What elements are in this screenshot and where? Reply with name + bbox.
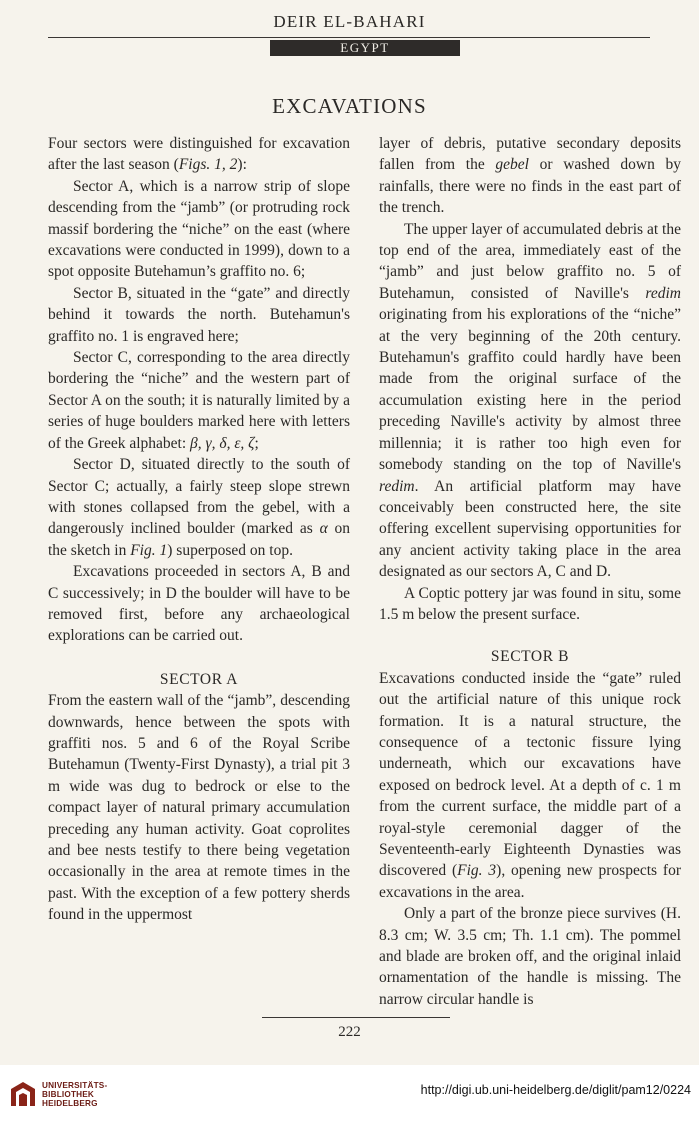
paragraph: A Coptic pottery jar was found in situ, some 1.5 m below the present surface. (379, 584, 681, 623)
subhead-sector-a: SECTOR A (159, 670, 239, 688)
paragraph: Sector D, situated directly to the south of Sector C; actually, a fairly steep slope strewn with stones collapsed from the gebel, with a dangerously inclined boulder (marked as α on the sketch in Fig. 1) superposed on top. (48, 456, 351, 559)
paragraph: The upper layer of accumulated debris at the top end of the area, immediately east of the “jamb” and just below graffito no. 5 of Butehamun, consisted of Naville's redim originating from his explorations of the “niche” at the very beginning of the 20th century. Butehamun's graffito could hardly have been made from the original surface of the accumulation existing here in the period preceding Naville's activity by almost three millennia; it is rather too high even for somebody standing on the top of Naville's redim. An artificial platform may have conceivably been constructed here, the site offering excellent supervising opportunities for any ancient activity taking place in the area designated as our sectors A, C and D. (379, 220, 681, 581)
paragraph: Sector A, which is a narrow strip of slope descending from the “jamb” (or protruding rock massif bordering the “niche” on the east (where excavations were conducted in 1999), down to a spot opposite Butehamun’s graffito no. 6; (48, 177, 350, 281)
library-name: UNIVERSITÄTS- BIBLIOTHEK HEIDELBERG (42, 1081, 108, 1108)
paragraph: Sector B, situated in the “gate” and directly behind it towards the north. Butehamun's graffito no. 1 is engraved here; (48, 284, 351, 345)
paragraph: Sector C, corresponding to the area directly bordering the “niche” and the western part of Sector A on the south; it is naturally limited by a series of huge boulders marked here with letters of the Greek alphabet: β, γ, δ, ε, ζ; (48, 349, 350, 452)
footer-rule (262, 1017, 450, 1018)
paragraph: Only a part of the bronze piece survives (H. 8.3 cm; W. 3.5 cm; Th. 1.1 cm). The pommel and blade are broken off, and the original inlaid ornamentation of the handle is missing. The narrow circular handle is (379, 905, 681, 1008)
section-title: EXCAVATIONS (272, 94, 427, 118)
page-number: 222 (338, 1024, 361, 1040)
running-head: DEIR EL-BAHARI (273, 12, 426, 31)
paragraph: layer of debris, putative secondary deposits fallen from the gebel or washed down by rainfalls, there were no finds in the east part of the trench. (379, 135, 681, 217)
paragraph: Four sectors were distinguished for excavation after the last season (Figs. 1, 2): (48, 135, 350, 174)
header-rule (48, 37, 650, 38)
left-column (48, 133, 350, 926)
paragraph: From the eastern wall of the “jamb”, descending downwards, hence between the spots with graffiti nos. 5 and 6 of the Royal Scribe Butehamun (Twenty-First Dynasty), a trial pit 3 m wide was dug to bedrock or else to the compact layer of natural primary accumulation preceding any human activity. Goat coprolites and bee nests testify to there being vegetation occasionally in the area at remote times in the past. With the exception of a few pottery sherds found in the uppermost (48, 692, 350, 924)
digitization-footer (0, 1065, 699, 1121)
right-column (379, 133, 681, 1010)
subhead-sector-b: SECTOR B (490, 648, 570, 666)
paragraph: Excavations conducted inside the “gate” ruled out the artificial nature of this unique rock formation. It is a natural structure, the consequence of a tectonic fissure lying underneath, which our excavations have exposed on bedrock level. At a depth of c. 1 m from the current surface, the middle part of a royal-style ceremonial dagger of the Seventeenth-early Eighteenth Dynasties was discovered (Fig. 3), opening new prospects for excavations in the area. (379, 669, 681, 901)
source-url[interactable]: http://digi.ub.uni-heidelberg.de/diglit/pam12/0224 (420, 1083, 691, 1097)
university-library-logo-icon (8, 1079, 38, 1109)
paragraph: Excavations proceeded in sectors A, B and C successively; in D the boulder will have to be removed first, before any archaeological explorations can be carried out. (48, 563, 350, 645)
country-band: EGYPT (270, 40, 460, 56)
